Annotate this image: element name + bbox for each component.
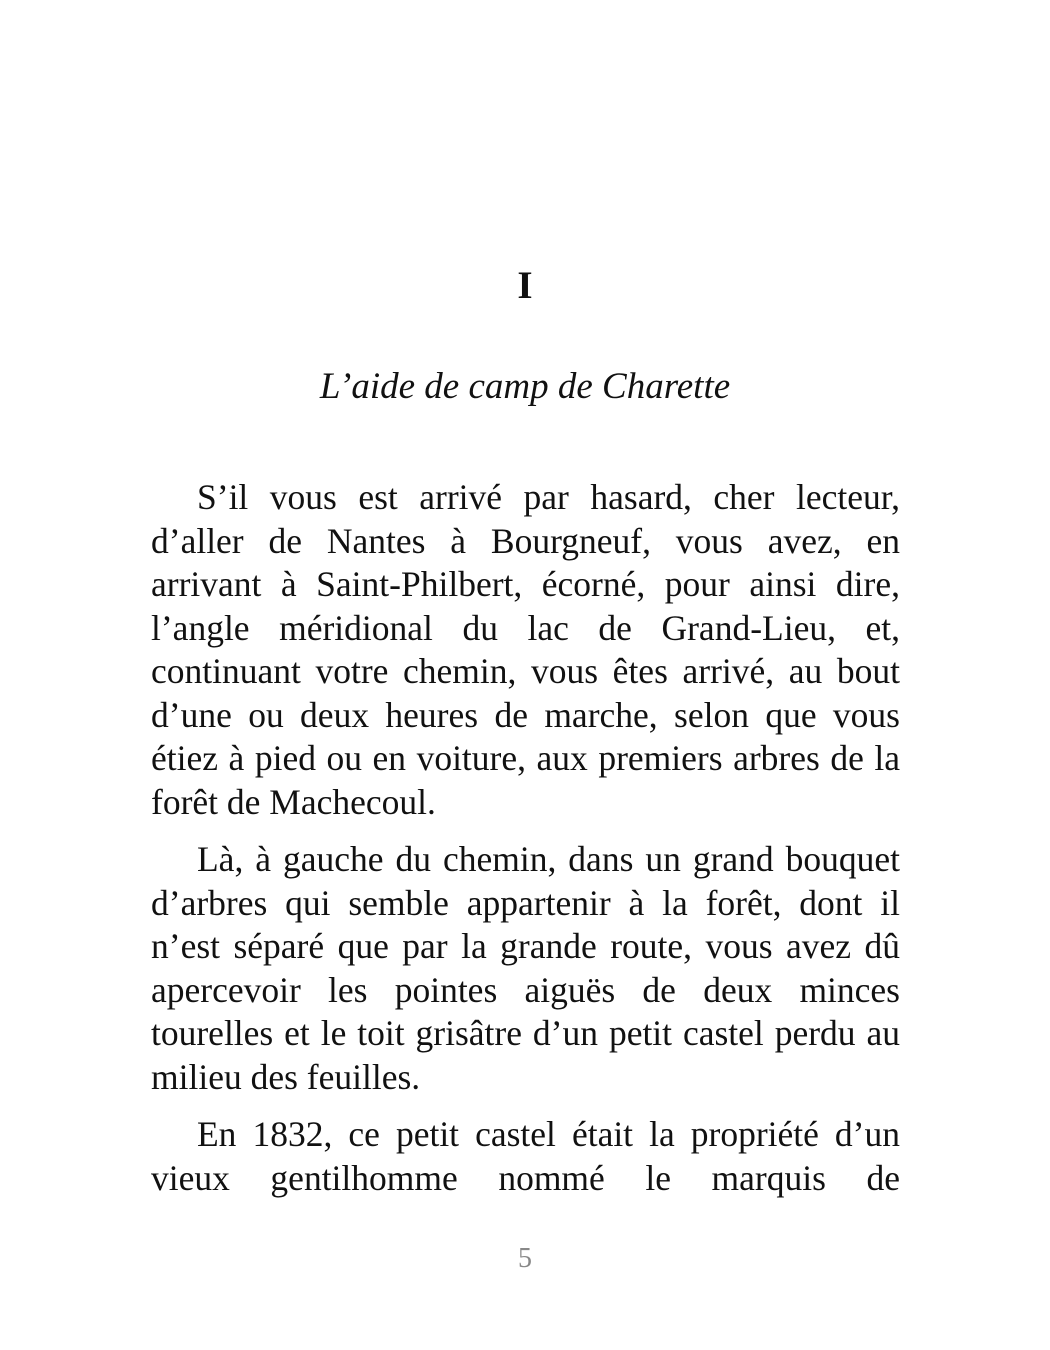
chapter-number: I [517, 264, 533, 307]
chapter-title: L’aide de camp de Charette [319, 366, 731, 407]
page-number: 5 [518, 1243, 532, 1274]
paragraph: En 1832, ce petit castel était la propriété d’un vieux gentilhomme nommé le marquis de [151, 1114, 900, 1198]
paragraph: S’il vous est arrivé par hasard, cher lecteur, d’aller de Nantes à Bourgneuf, vous avez, en arrivant à Saint-Philbert, écorné, pour ainsi dire, l’angle méridional du lac de Grand-Lieu, et, continuant votre chemin, vous êtes arrivé, au bout d’une ou deux heures de marche, selon que vous étiez à pied ou en voiture, aux premiers arbres de la forêt de Machecoul. [151, 477, 900, 822]
chapter-body [151, 476, 900, 1214]
paragraph: Là, à gauche du chemin, dans un grand bouquet d’arbres qui semble appartenir à la forêt, dont il n’est séparé que par la grande route, vous avez dû apercevoir les pointes aiguës de deux minces tourelles et le toit grisâtre d’un petit castel perdu au milieu des feuilles. [151, 839, 900, 1097]
